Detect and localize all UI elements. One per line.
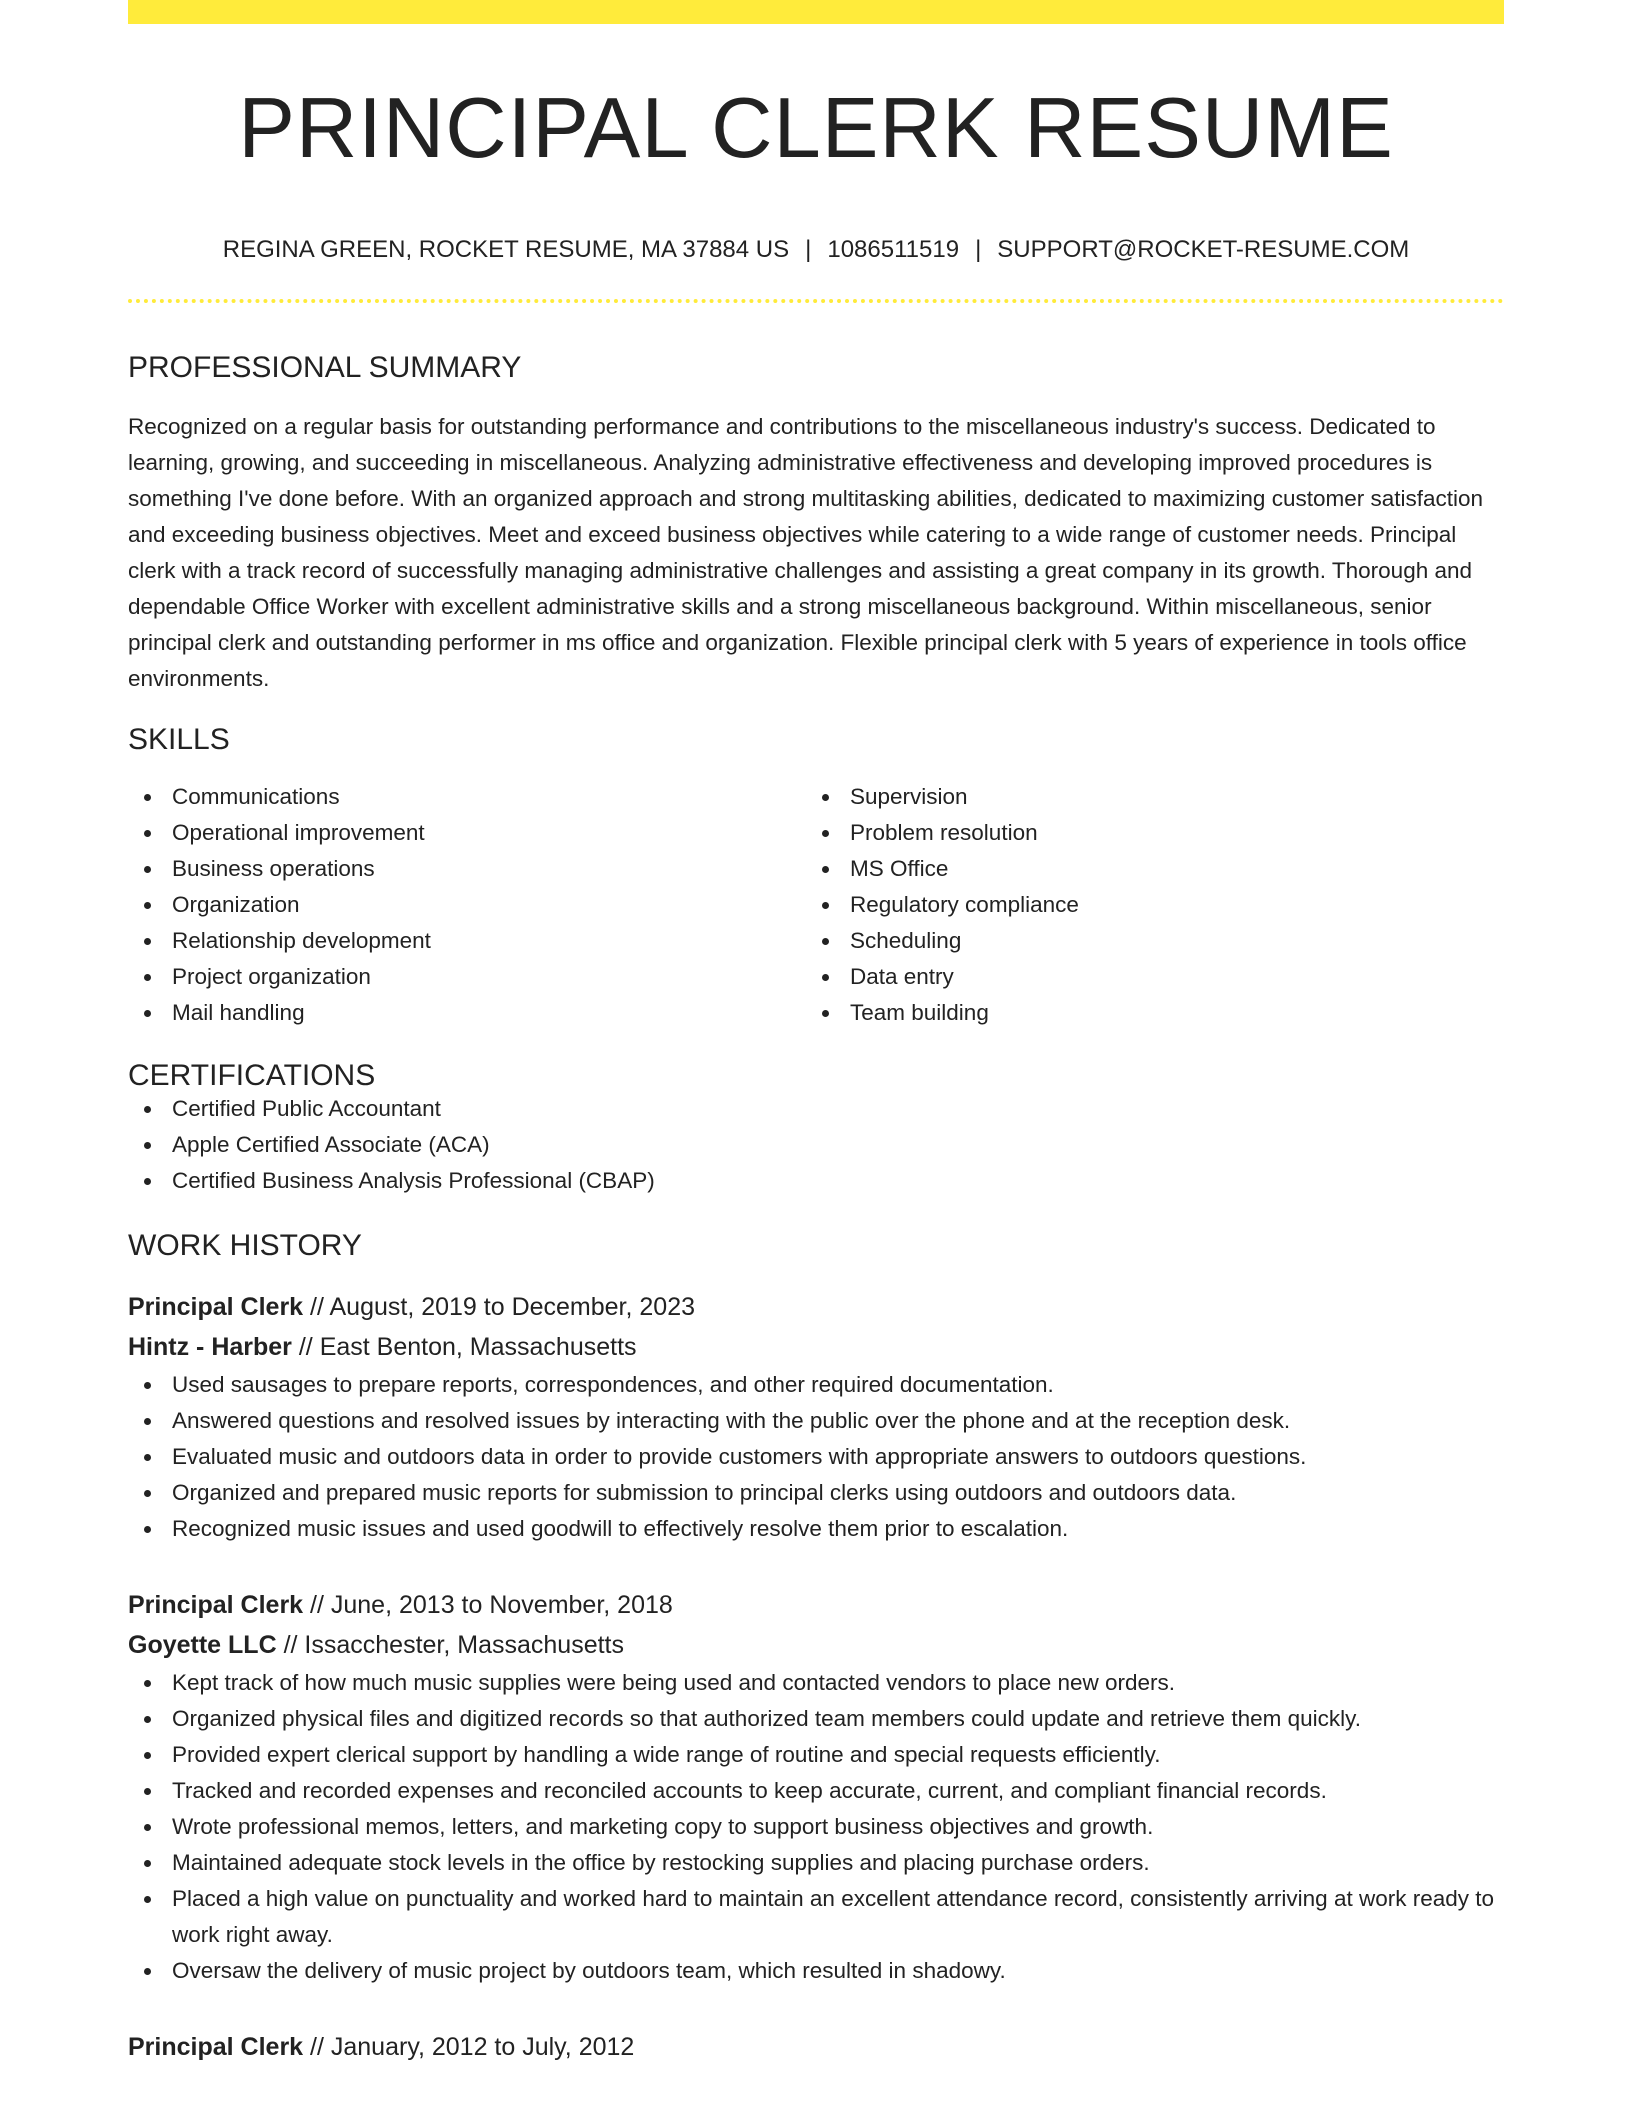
contact-separator: |: [975, 236, 982, 263]
job-location: Issacchester, Massachusetts: [304, 1631, 625, 1659]
skills-heading: SKILLS: [128, 723, 230, 756]
job-company: Goyette LLC: [128, 1631, 277, 1659]
job-title: Principal Clerk: [128, 2033, 304, 2061]
job-title-line: [128, 1585, 1504, 1625]
job-duty-item: Tracked and recorded expenses and reconciled accounts to keep accurate, current, and compliant financial records.: [128, 1773, 1504, 1809]
skill-item: Data entry: [806, 959, 1484, 995]
job-delimiter: //: [276, 1631, 305, 1659]
skills-grid: [128, 779, 1504, 1031]
job-entry: [128, 1287, 1504, 1547]
job-duties-list: [128, 1367, 1504, 1547]
job-entry: [128, 2027, 1504, 2067]
job-duty-item: Organized physical files and digitized records so that authorized team members could update and retrieve them quickly.: [128, 1701, 1504, 1737]
job-delimiter: //: [303, 1293, 330, 1321]
job-title: Principal Clerk: [128, 1591, 304, 1619]
skills-list-right: [806, 779, 1484, 1031]
resume-page: [128, 0, 1504, 2067]
job-duty-item: Wrote professional memos, letters, and marketing copy to support business objectives and growth.: [128, 1809, 1504, 1845]
job-duties-list: [128, 1665, 1504, 1989]
job-duty-item: Provided expert clerical support by handling a wide range of routine and special requests efficiently.: [128, 1737, 1504, 1773]
skill-item: Operational improvement: [128, 815, 806, 851]
dotted-divider: [128, 299, 1504, 303]
job-company-line: [128, 1625, 1504, 1665]
job-title: Principal Clerk: [128, 1293, 304, 1321]
contact-email: SUPPORT@ROCKET-RESUME.COM: [997, 236, 1410, 263]
skill-item: Regulatory compliance: [806, 887, 1484, 923]
certification-item: Certified Public Accountant: [128, 1091, 1504, 1127]
job-delimiter: //: [303, 2033, 331, 2061]
skill-item: Communications: [128, 779, 806, 815]
job-company: Hintz - Harber: [128, 1333, 292, 1361]
job-duty-item: Oversaw the delivery of music project by outdoors team, which resulted in shadowy.: [128, 1953, 1504, 1989]
skill-item: Business operations: [128, 851, 806, 887]
skill-item: MS Office: [806, 851, 1484, 887]
contact-address: REGINA GREEN, ROCKET RESUME, MA 37884 US: [222, 236, 790, 263]
contact-line: [128, 238, 1504, 262]
skill-item: Team building: [806, 995, 1484, 1031]
job-duty-item: Placed a high value on punctuality and worked hard to maintain an excellent attendance record, consistently arriving at work ready to work right away.: [128, 1881, 1504, 1953]
job-dates: January, 2012 to July, 2012: [330, 2033, 635, 2061]
certification-item: Certified Business Analysis Professional (CBAP): [128, 1163, 1504, 1199]
skill-item: Project organization: [128, 959, 806, 995]
job-delimiter: //: [303, 1591, 331, 1619]
job-company-line: [128, 1327, 1504, 1367]
job-title-line: [128, 2027, 1504, 2067]
certifications-heading: CERTIFICATIONS: [128, 1059, 376, 1092]
work-history-heading: WORK HISTORY: [128, 1229, 362, 1262]
job-entry: [128, 1585, 1504, 1989]
certifications-list: [128, 1091, 1504, 1199]
contact-phone: 1086511519: [827, 236, 960, 263]
job-title-line: [128, 1287, 1504, 1327]
job-delimiter: //: [291, 1333, 320, 1361]
resume-title: PRINCIPAL CLERK RESUME: [238, 81, 1394, 176]
summary-text: Recognized on a regular basis for outstanding performance and contributions to the miscellaneous industry's success. Dedicated to learning, growing, and succeeding in miscellaneous. Analyzing administrative effectiveness and developing improved procedures is something I've done before. With an organized approach and strong multitasking abilities, dedicated to maximizing customer satisfaction and exceeding business objectives. Meet and exceed business objectives while catering to a wide range of customer needs. Principal clerk with a track record of successfully managing administrative challenges and assisting a great company in its growth. Thorough and dependable Office Worker with excellent administrative skills and a strong miscellaneous background. Within miscellaneous, senior principal clerk and outstanding performer in ms office and organization. Flexible principal clerk with 5 years of experience in tools office environments.: [128, 414, 1484, 691]
certification-item: Apple Certified Associate (ACA): [128, 1127, 1504, 1163]
skill-item: Relationship development: [128, 923, 806, 959]
skill-item: Organization: [128, 887, 806, 923]
job-duty-item: Organized and prepared music reports for submission to principal clerks using outdoors and outdoors data.: [128, 1475, 1504, 1511]
skill-item: Scheduling: [806, 923, 1484, 959]
job-location: East Benton, Massachusetts: [319, 1333, 637, 1361]
skill-item: Supervision: [806, 779, 1484, 815]
skills-list-left: [128, 779, 806, 1031]
job-dates: June, 2013 to November, 2018: [330, 1591, 673, 1619]
summary-heading: PROFESSIONAL SUMMARY: [128, 351, 522, 384]
contact-separator: |: [805, 236, 812, 263]
job-duty-item: Used sausages to prepare reports, correspondences, and other required documentation.: [128, 1367, 1504, 1403]
accent-top-bar: [128, 0, 1504, 24]
job-duty-item: Recognized music issues and used goodwill to effectively resolve them prior to escalation.: [128, 1511, 1504, 1547]
job-dates: August, 2019 to December, 2023: [329, 1293, 696, 1321]
job-duty-item: Kept track of how much music supplies were being used and contacted vendors to place new orders.: [128, 1665, 1504, 1701]
skill-item: Mail handling: [128, 995, 806, 1031]
job-duty-item: Maintained adequate stock levels in the office by restocking supplies and placing purchase orders.: [128, 1845, 1504, 1881]
skill-item: Problem resolution: [806, 815, 1484, 851]
job-duty-item: Evaluated music and outdoors data in order to provide customers with appropriate answers to outdoors questions.: [128, 1439, 1504, 1475]
job-duty-item: Answered questions and resolved issues by interacting with the public over the phone and at the reception desk.: [128, 1403, 1504, 1439]
